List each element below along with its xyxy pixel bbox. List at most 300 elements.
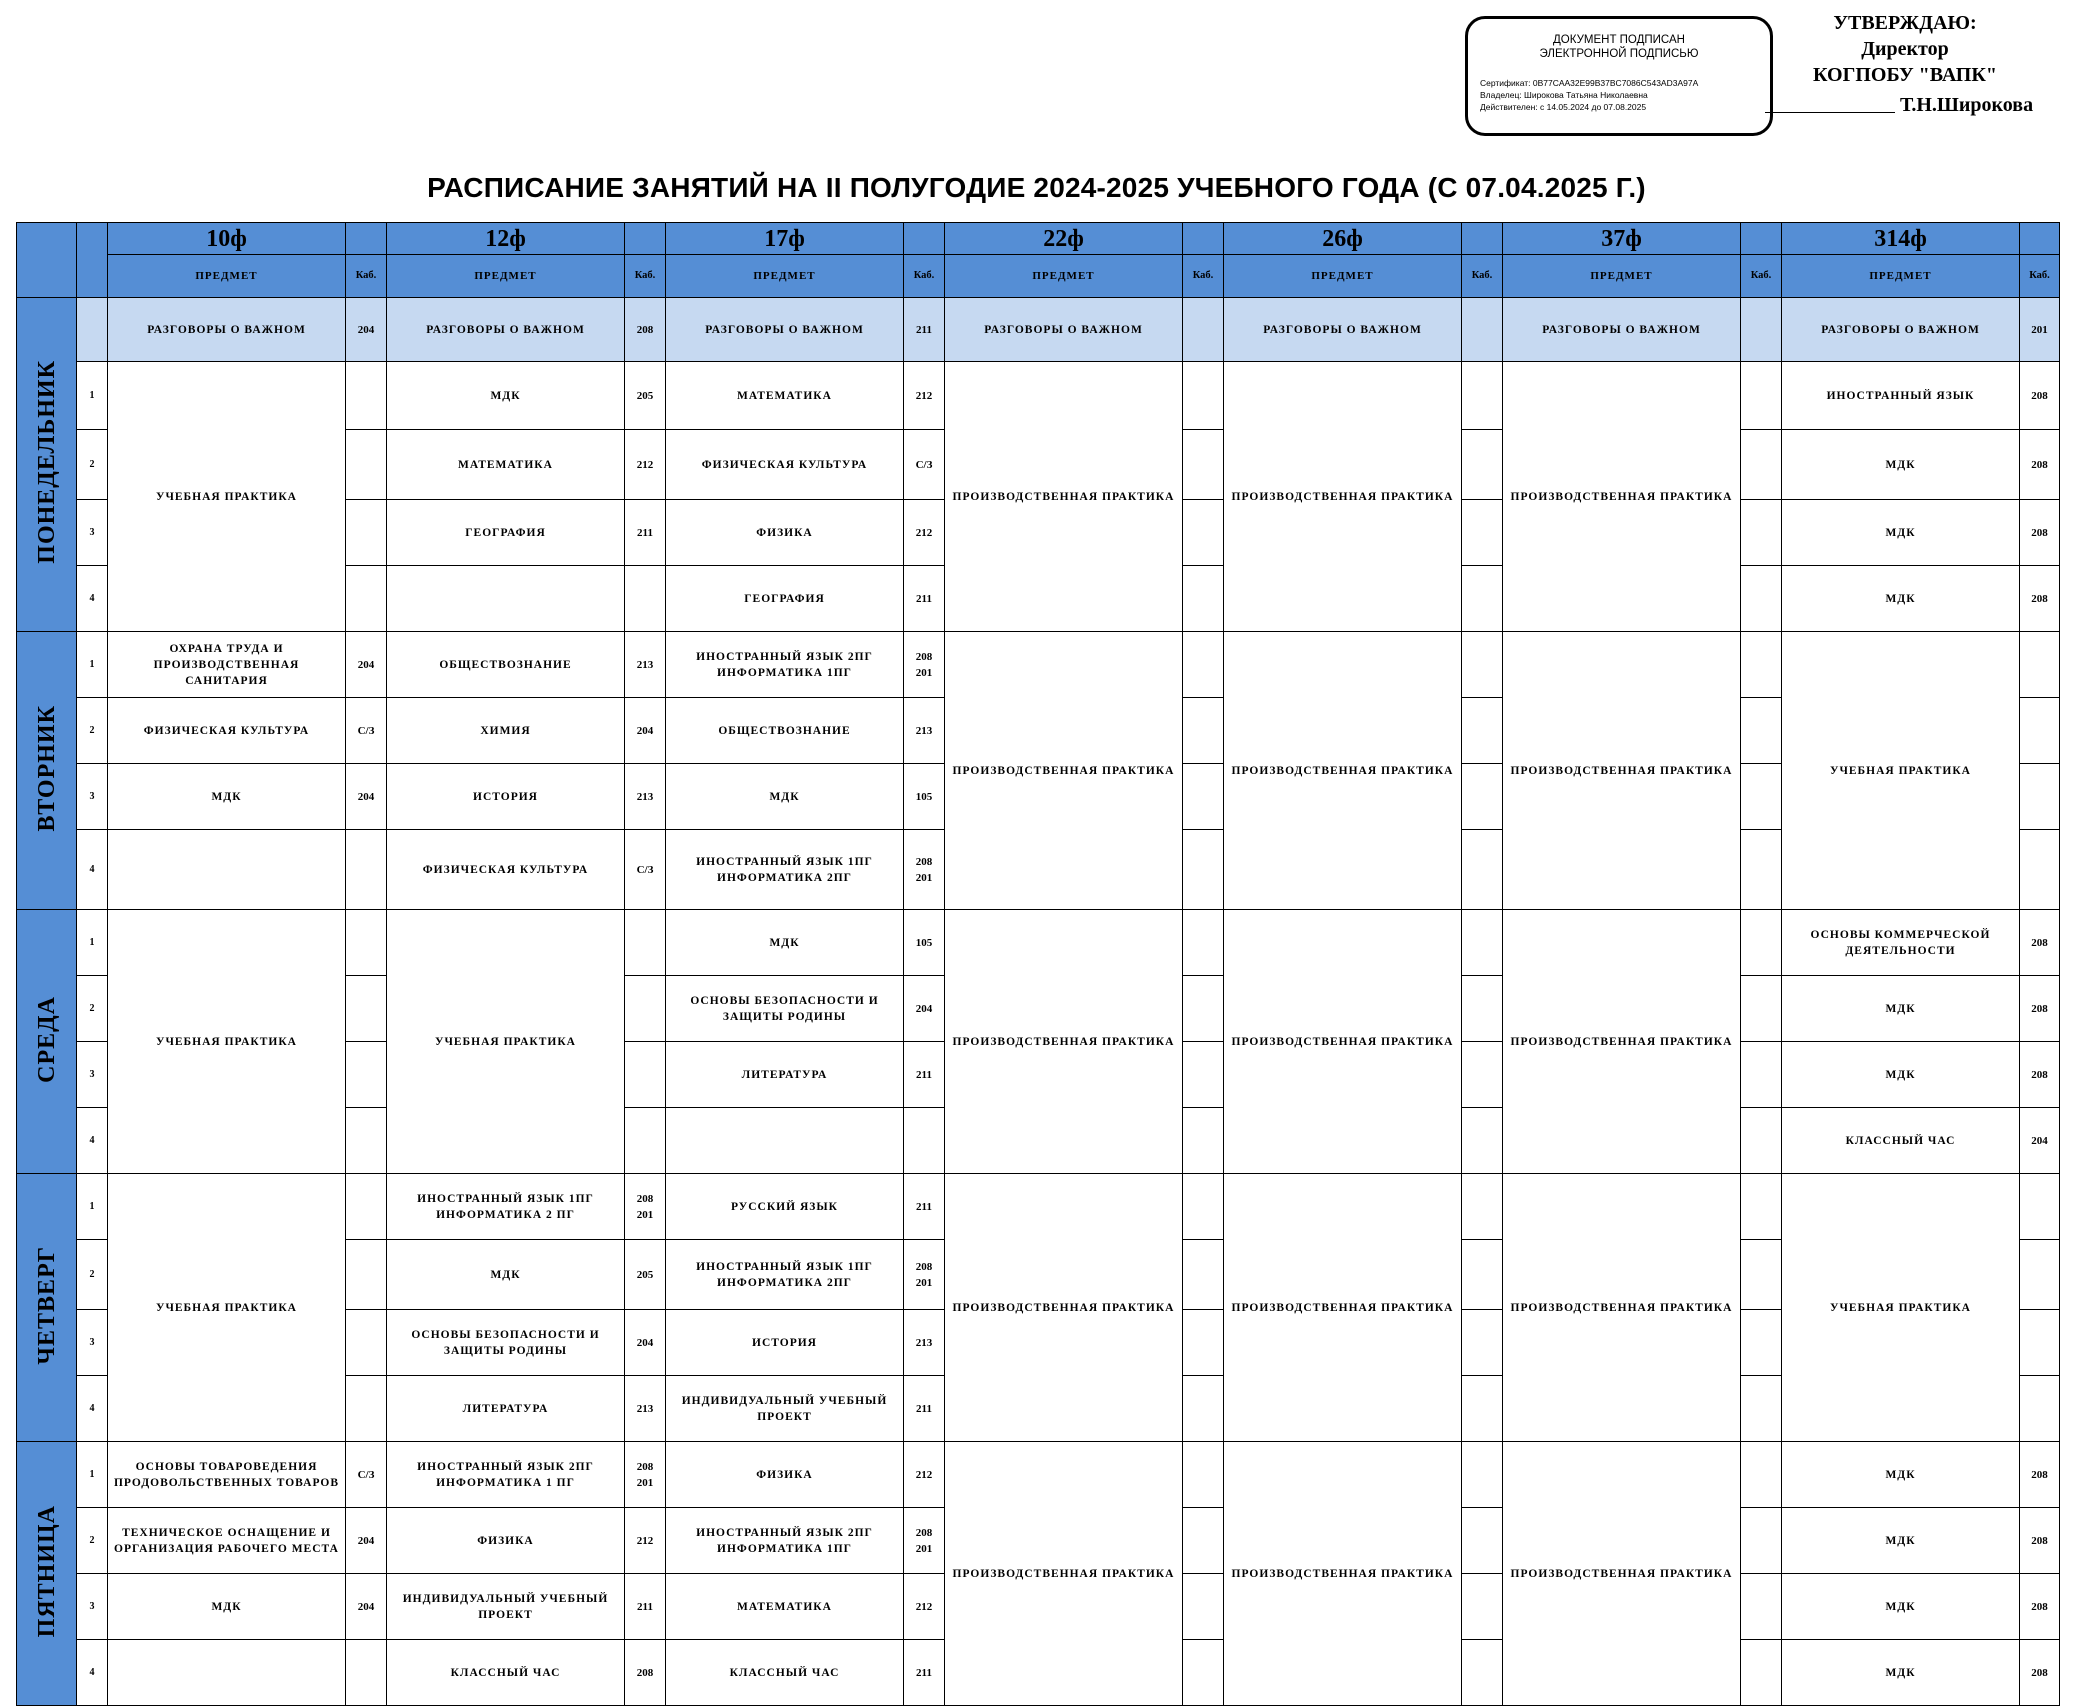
- room-cell: [1183, 1376, 1224, 1442]
- lesson-number: [77, 298, 108, 362]
- subject-cell: МДК: [1782, 500, 2020, 566]
- subject-cell: МАТЕМАТИКА: [387, 430, 625, 500]
- production-practice-cell: ПРОИЗВОДСТВЕННАЯ ПРАКТИКА: [1224, 632, 1462, 910]
- room-cell: 211: [625, 500, 666, 566]
- subject-cell: ОБЩЕСТВОЗНАНИЕ: [387, 632, 625, 698]
- talks-subject: РАЗГОВОРЫ О ВАЖНОМ: [1224, 298, 1462, 362]
- room-cell: 212: [904, 362, 945, 430]
- subject-header: ПРЕДМЕТ: [387, 255, 625, 298]
- room-cell: 204: [2020, 1108, 2060, 1174]
- subject-cell: ИСТОРИЯ: [666, 1310, 904, 1376]
- production-practice-cell: ПРОИЗВОДСТВЕННАЯ ПРАКТИКА: [1503, 1174, 1741, 1442]
- subject-cell: ФИЗИКА: [666, 500, 904, 566]
- group-header-5: 37ф: [1503, 223, 1741, 255]
- room-cell: С/З: [346, 1442, 387, 1508]
- lesson-number: 3: [77, 500, 108, 566]
- subject-cell: МДК: [1782, 430, 2020, 500]
- lesson-number: 2: [77, 1508, 108, 1574]
- approval-line2: Директор: [1861, 38, 1949, 60]
- room-cell: [346, 430, 387, 500]
- room-cell: 208 201: [904, 1240, 945, 1310]
- room-cell: [1183, 1174, 1224, 1240]
- production-practice-cell: ПРОИЗВОДСТВЕННАЯ ПРАКТИКА: [945, 1442, 1183, 1706]
- production-practice-cell: ПРОИЗВОДСТВЕННАЯ ПРАКТИКА: [945, 362, 1183, 632]
- group-header-room-5: [1741, 223, 1782, 255]
- study-practice-cell: УЧЕБНАЯ ПРАКТИКА: [108, 362, 346, 632]
- room-cell: [346, 1310, 387, 1376]
- subject-cell: ИНОСТРАННЫЙ ЯЗЫК 2ПГ ИНФОРМАТИКА 1ПГ: [666, 1508, 904, 1574]
- room-cell: 204: [904, 976, 945, 1042]
- room-cell: [346, 362, 387, 430]
- room-cell: 204: [346, 1508, 387, 1574]
- room-cell: [1183, 1108, 1224, 1174]
- room-cell: 212: [904, 1442, 945, 1508]
- room-cell: [1183, 1240, 1224, 1310]
- room-cell: [1462, 1108, 1503, 1174]
- room-cell: [1462, 500, 1503, 566]
- room-cell: [1183, 976, 1224, 1042]
- room-cell: [1741, 566, 1782, 632]
- subject-cell: ТЕХНИЧЕСКОЕ ОСНАЩЕНИЕ И ОРГАНИЗАЦИЯ РАБОЧЕГО МЕСТА: [108, 1508, 346, 1574]
- room-cell: 208: [2020, 1042, 2060, 1108]
- room-cell: [346, 566, 387, 632]
- subject-cell: МАТЕМАТИКА: [666, 362, 904, 430]
- lesson-number: 3: [77, 1042, 108, 1108]
- room-cell: 211: [904, 566, 945, 632]
- group-header-room-2: [904, 223, 945, 255]
- subject-cell: МДК: [108, 764, 346, 830]
- room-cell: [2020, 1240, 2060, 1310]
- room-cell: 212: [904, 500, 945, 566]
- room-cell: [1462, 830, 1503, 910]
- subject-cell: ОСНОВЫ КОММЕРЧЕСКОЙ ДЕЯТЕЛЬНОСТИ: [1782, 910, 2020, 976]
- room-cell: [625, 1042, 666, 1108]
- room-cell: [1462, 1042, 1503, 1108]
- room-cell: [1462, 1376, 1503, 1442]
- room-cell: [625, 566, 666, 632]
- day-name: ПЯТНИЦА: [33, 1504, 60, 1638]
- subject-cell: ОСНОВЫ БЕЗОПАСНОСТИ И ЗАЩИТЫ РОДИНЫ: [666, 976, 904, 1042]
- subject-cell: ГЕОГРАФИЯ: [666, 566, 904, 632]
- room-cell: [1462, 632, 1503, 698]
- subject-cell: [387, 566, 625, 632]
- room-cell: 211: [904, 1376, 945, 1442]
- group-header-room-4: [1462, 223, 1503, 255]
- production-practice-cell: ПРОИЗВОДСТВЕННАЯ ПРАКТИКА: [1224, 1442, 1462, 1706]
- room-cell: [1462, 1442, 1503, 1508]
- group-header-6: 314ф: [1782, 223, 2020, 255]
- room-cell: [1183, 430, 1224, 500]
- subject-cell: ИНОСТРАННЫЙ ЯЗЫК 1ПГ ИНФОРМАТИКА 2ПГ: [666, 1240, 904, 1310]
- room-cell: [1741, 1376, 1782, 1442]
- room-cell: 211: [904, 1042, 945, 1108]
- subject-header: ПРЕДМЕТ: [1224, 255, 1462, 298]
- room-cell: [1183, 830, 1224, 910]
- room-cell: [1462, 698, 1503, 764]
- room-cell: 212: [904, 1574, 945, 1640]
- room-cell: 204: [625, 1310, 666, 1376]
- lesson-number: 3: [77, 764, 108, 830]
- production-practice-cell: ПРОИЗВОДСТВЕННАЯ ПРАКТИКА: [945, 1174, 1183, 1442]
- room-cell: [1462, 430, 1503, 500]
- subject-cell: МДК: [666, 764, 904, 830]
- room-cell: 208: [2020, 500, 2060, 566]
- lesson-number: 2: [77, 976, 108, 1042]
- page-title: РАСПИСАНИЕ ЗАНЯТИЙ НА II ПОЛУГОДИЕ 2024-2025 УЧЕБНОГО ГОДА (С 07.04.2025 Г.): [427, 172, 1646, 203]
- header-day-corner: [17, 223, 77, 298]
- lesson-row: [17, 1442, 2060, 1508]
- subject-cell: ОХРАНА ТРУДА И ПРОИЗВОДСТВЕННАЯ САНИТАРИЯ: [108, 632, 346, 698]
- talks-room: [1741, 298, 1782, 362]
- room-cell: 213: [904, 1310, 945, 1376]
- lesson-number: 1: [77, 910, 108, 976]
- room-header: Каб.: [904, 255, 945, 298]
- subject-cell: ИСТОРИЯ: [387, 764, 625, 830]
- room-cell: 105: [904, 764, 945, 830]
- room-cell: [1741, 500, 1782, 566]
- room-cell: 211: [904, 1640, 945, 1706]
- room-cell: [346, 1042, 387, 1108]
- subject-header: ПРЕДМЕТ: [666, 255, 904, 298]
- signature-line: [1765, 112, 1895, 113]
- room-cell: 208: [2020, 1640, 2060, 1706]
- room-cell: [1462, 1640, 1503, 1706]
- subject-cell: МДК: [1782, 1640, 2020, 1706]
- lesson-number: 2: [77, 1240, 108, 1310]
- production-practice-cell: ПРОИЗВОДСТВЕННАЯ ПРАКТИКА: [1224, 362, 1462, 632]
- room-header: Каб.: [1183, 255, 1224, 298]
- subject-cell: [108, 1640, 346, 1706]
- room-cell: 105: [904, 910, 945, 976]
- stamp-valid: Действителен: с 14.05.2024 до 07.08.2025: [1480, 102, 1647, 112]
- room-cell: С/З: [904, 430, 945, 500]
- day-label-cell: [17, 1442, 77, 1706]
- subject-cell: МАТЕМАТИКА: [666, 1574, 904, 1640]
- room-cell: [346, 1174, 387, 1240]
- day-label-cell: [17, 910, 77, 1174]
- room-cell: [1183, 910, 1224, 976]
- lesson-number: 4: [77, 1640, 108, 1706]
- group-header-room-3: [1183, 223, 1224, 255]
- talks-room: 201: [2020, 298, 2060, 362]
- room-cell: [1183, 362, 1224, 430]
- room-cell: [1462, 764, 1503, 830]
- room-cell: [1741, 1240, 1782, 1310]
- room-cell: 208 201: [625, 1174, 666, 1240]
- room-cell: 208: [2020, 910, 2060, 976]
- room-cell: [1741, 1042, 1782, 1108]
- room-cell: [1183, 566, 1224, 632]
- room-cell: [1183, 698, 1224, 764]
- subject-cell: МДК: [387, 1240, 625, 1310]
- lesson-number: 1: [77, 362, 108, 430]
- day-label-cell: [17, 632, 77, 910]
- room-cell: [1462, 1174, 1503, 1240]
- room-cell: [1741, 1108, 1782, 1174]
- lesson-number: 4: [77, 830, 108, 910]
- day-label-cell: [17, 1174, 77, 1442]
- group-header-0: 10ф: [108, 223, 346, 255]
- stamp-owner: Владелец: Широкова Татьяна Николаевна: [1480, 90, 1648, 100]
- room-cell: [1183, 1442, 1224, 1508]
- room-cell: [1462, 1508, 1503, 1574]
- room-cell: [1462, 1574, 1503, 1640]
- study-practice-cell: УЧЕБНАЯ ПРАКТИКА: [1782, 1174, 2020, 1442]
- room-cell: [625, 910, 666, 976]
- room-cell: [2020, 1174, 2060, 1240]
- production-practice-cell: ПРОИЗВОДСТВЕННАЯ ПРАКТИКА: [1503, 1442, 1741, 1706]
- group-header-room-0: [346, 223, 387, 255]
- room-cell: [346, 1640, 387, 1706]
- room-cell: [1183, 1508, 1224, 1574]
- room-cell: [1183, 500, 1224, 566]
- talks-room: [1462, 298, 1503, 362]
- study-practice-cell: УЧЕБНАЯ ПРАКТИКА: [108, 1174, 346, 1442]
- talks-subject: РАЗГОВОРЫ О ВАЖНОМ: [387, 298, 625, 362]
- day-name: ЧЕТВЕРГ: [33, 1245, 60, 1365]
- room-cell: [1741, 430, 1782, 500]
- talks-subject: РАЗГОВОРЫ О ВАЖНОМ: [108, 298, 346, 362]
- lesson-number: 4: [77, 566, 108, 632]
- group-header-room-1: [625, 223, 666, 255]
- lesson-row: [17, 632, 2060, 698]
- subject-cell: ОБЩЕСТВОЗНАНИЕ: [666, 698, 904, 764]
- talks-subject: РАЗГОВОРЫ О ВАЖНОМ: [1782, 298, 2020, 362]
- subject-cell: МДК: [108, 1574, 346, 1640]
- lesson-number: 4: [77, 1376, 108, 1442]
- room-header: Каб.: [2020, 255, 2060, 298]
- day-name: ПОНЕДЕЛЬНИК: [33, 360, 60, 564]
- group-header-2: 17ф: [666, 223, 904, 255]
- approval-signature: Т.Н.Широкова: [1900, 94, 2034, 116]
- subject-cell: [108, 830, 346, 910]
- room-cell: [1462, 1310, 1503, 1376]
- room-cell: [346, 1376, 387, 1442]
- room-cell: 211: [904, 1174, 945, 1240]
- room-cell: 208: [625, 1640, 666, 1706]
- room-cell: [1741, 362, 1782, 430]
- room-cell: [1183, 1574, 1224, 1640]
- talks-room: [1183, 298, 1224, 362]
- lesson-number: 1: [77, 1442, 108, 1508]
- room-cell: [2020, 632, 2060, 698]
- subject-cell: ФИЗИЧЕСКАЯ КУЛЬТУРА: [108, 698, 346, 764]
- production-practice-cell: ПРОИЗВОДСТВЕННАЯ ПРАКТИКА: [1224, 910, 1462, 1174]
- subject-cell: ФИЗИЧЕСКАЯ КУЛЬТУРА: [666, 430, 904, 500]
- subject-cell: ФИЗИКА: [387, 1508, 625, 1574]
- group-header-3: 22ф: [945, 223, 1183, 255]
- room-cell: [1741, 1640, 1782, 1706]
- room-cell: С/З: [346, 698, 387, 764]
- room-cell: 208: [2020, 1508, 2060, 1574]
- subject-cell: ЛИТЕРАТУРА: [666, 1042, 904, 1108]
- talks-subject: РАЗГОВОРЫ О ВАЖНОМ: [945, 298, 1183, 362]
- subject-cell: МДК: [1782, 1508, 2020, 1574]
- subject-cell: ИНДИВИДУАЛЬНЫЙ УЧЕБНЫЙ ПРОЕКТ: [666, 1376, 904, 1442]
- room-cell: [904, 1108, 945, 1174]
- room-cell: [2020, 830, 2060, 910]
- group-header-room-6: [2020, 223, 2060, 255]
- study-practice-cell: УЧЕБНАЯ ПРАКТИКА: [387, 910, 625, 1174]
- production-practice-cell: ПРОИЗВОДСТВЕННАЯ ПРАКТИКА: [1503, 632, 1741, 910]
- room-cell: 208 201: [904, 830, 945, 910]
- room-cell: [346, 1108, 387, 1174]
- room-cell: [1183, 1042, 1224, 1108]
- subject-header: ПРЕДМЕТ: [1782, 255, 2020, 298]
- day-name: СРЕДА: [33, 995, 60, 1083]
- subject-cell: МДК: [387, 362, 625, 430]
- subject-header: ПРЕДМЕТ: [108, 255, 346, 298]
- stamp-certificate: Сертификат: 0B77CAA32E99B37BC7086C543AD3A97A: [1480, 78, 1699, 88]
- talks-room: 208: [625, 298, 666, 362]
- room-cell: [1741, 698, 1782, 764]
- room-cell: 208: [2020, 1442, 2060, 1508]
- subject-cell: ОСНОВЫ ТОВАРОВЕДЕНИЯ ПРОДОВОЛЬСТВЕННЫХ ТОВАРОВ: [108, 1442, 346, 1508]
- day-label-cell: [17, 298, 77, 632]
- talks-room: 204: [346, 298, 387, 362]
- subject-header: ПРЕДМЕТ: [1503, 255, 1741, 298]
- room-cell: [346, 1240, 387, 1310]
- room-cell: 208: [2020, 566, 2060, 632]
- subject-cell: МДК: [1782, 976, 2020, 1042]
- lesson-number: 3: [77, 1574, 108, 1640]
- room-cell: 212: [625, 430, 666, 500]
- production-practice-cell: ПРОИЗВОДСТВЕННАЯ ПРАКТИКА: [1503, 910, 1741, 1174]
- header-groups-row: [17, 223, 2060, 255]
- room-cell: [1462, 566, 1503, 632]
- subject-cell: РУССКИЙ ЯЗЫК: [666, 1174, 904, 1240]
- group-header-4: 26ф: [1224, 223, 1462, 255]
- lesson-number: 3: [77, 1310, 108, 1376]
- header-num-corner: [77, 223, 108, 298]
- room-header: Каб.: [346, 255, 387, 298]
- room-cell: [1741, 1574, 1782, 1640]
- production-practice-cell: ПРОИЗВОДСТВЕННАЯ ПРАКТИКА: [945, 910, 1183, 1174]
- schedule-table: [16, 222, 2060, 1706]
- room-cell: [1741, 1508, 1782, 1574]
- subject-cell: ФИЗИКА: [666, 1442, 904, 1508]
- room-cell: [346, 910, 387, 976]
- room-cell: 204: [625, 698, 666, 764]
- subject-cell: ХИМИЯ: [387, 698, 625, 764]
- room-cell: 205: [625, 1240, 666, 1310]
- room-header: Каб.: [1462, 255, 1503, 298]
- lesson-number: 1: [77, 1174, 108, 1240]
- lesson-row: [17, 298, 2060, 362]
- room-cell: [2020, 1376, 2060, 1442]
- lesson-number: 2: [77, 430, 108, 500]
- study-practice-cell: УЧЕБНАЯ ПРАКТИКА: [1782, 632, 2020, 910]
- room-cell: 208 201: [625, 1442, 666, 1508]
- approval-line3: КОГПОБУ "ВАПК": [1813, 64, 1997, 86]
- lesson-number: 4: [77, 1108, 108, 1174]
- room-cell: [1741, 1310, 1782, 1376]
- room-cell: [1741, 976, 1782, 1042]
- subject-cell: ИНОСТРАННЫЙ ЯЗЫК 2ПГ ИНФОРМАТИКА 1ПГ: [666, 632, 904, 698]
- room-cell: С/З: [625, 830, 666, 910]
- study-practice-cell: УЧЕБНАЯ ПРАКТИКА: [108, 910, 346, 1174]
- room-cell: [2020, 698, 2060, 764]
- room-cell: 204: [346, 764, 387, 830]
- room-cell: 213: [625, 764, 666, 830]
- header-columns-row: [17, 255, 2060, 298]
- approval-line1: УТВЕРЖДАЮ:: [1833, 12, 1977, 34]
- subject-cell: МДК: [1782, 1442, 2020, 1508]
- room-cell: [1741, 764, 1782, 830]
- talks-room: 211: [904, 298, 945, 362]
- subject-cell: ИНОСТРАННЫЙ ЯЗЫК 1ПГ ИНФОРМАТИКА 2 ПГ: [387, 1174, 625, 1240]
- room-cell: 213: [625, 1376, 666, 1442]
- lesson-number: 1: [77, 632, 108, 698]
- room-cell: [1183, 1640, 1224, 1706]
- room-cell: [1741, 830, 1782, 910]
- approval-block: [1790, 10, 2034, 116]
- subject-cell: МДК: [1782, 1042, 2020, 1108]
- subject-cell: ОСНОВЫ БЕЗОПАСНОСТИ И ЗАЩИТЫ РОДИНЫ: [387, 1310, 625, 1376]
- room-cell: 204: [346, 1574, 387, 1640]
- room-cell: [1462, 1240, 1503, 1310]
- room-cell: [1462, 976, 1503, 1042]
- room-cell: [1183, 764, 1224, 830]
- subject-cell: КЛАССНЫЙ ЧАС: [387, 1640, 625, 1706]
- subject-cell: КЛАССНЫЙ ЧАС: [666, 1640, 904, 1706]
- electronic-signature-stamp: [1465, 16, 1773, 136]
- room-cell: [1741, 1174, 1782, 1240]
- lesson-number: 2: [77, 698, 108, 764]
- room-cell: [1183, 1310, 1224, 1376]
- lesson-row: [17, 362, 2060, 430]
- talks-subject: РАЗГОВОРЫ О ВАЖНОМ: [1503, 298, 1741, 362]
- room-cell: [346, 976, 387, 1042]
- stamp-details: [1480, 77, 1770, 113]
- talks-subject: РАЗГОВОРЫ О ВАЖНОМ: [666, 298, 904, 362]
- subject-cell: ИНОСТРАННЫЙ ЯЗЫК 2ПГ ИНФОРМАТИКА 1 ПГ: [387, 1442, 625, 1508]
- subject-cell: МДК: [1782, 566, 2020, 632]
- subject-cell: ФИЗИЧЕСКАЯ КУЛЬТУРА: [387, 830, 625, 910]
- production-practice-cell: ПРОИЗВОДСТВЕННАЯ ПРАКТИКА: [1503, 362, 1741, 632]
- room-cell: 205: [625, 362, 666, 430]
- room-cell: 208: [2020, 430, 2060, 500]
- room-cell: [346, 830, 387, 910]
- subject-cell: ЛИТЕРАТУРА: [387, 1376, 625, 1442]
- room-cell: [2020, 764, 2060, 830]
- subject-cell: КЛАССНЫЙ ЧАС: [1782, 1108, 2020, 1174]
- subject-cell: ИНДИВИДУАЛЬНЫЙ УЧЕБНЫЙ ПРОЕКТ: [387, 1574, 625, 1640]
- subject-cell: МДК: [1782, 1574, 2020, 1640]
- room-cell: 212: [625, 1508, 666, 1574]
- room-cell: 213: [625, 632, 666, 698]
- subject-header: ПРЕДМЕТ: [945, 255, 1183, 298]
- room-cell: [346, 500, 387, 566]
- room-cell: [2020, 1310, 2060, 1376]
- subject-cell: ИНОСТРАННЫЙ ЯЗЫК 1ПГ ИНФОРМАТИКА 2ПГ: [666, 830, 904, 910]
- room-cell: [1183, 632, 1224, 698]
- group-header-1: 12ф: [387, 223, 625, 255]
- room-cell: 208: [2020, 976, 2060, 1042]
- room-header: Каб.: [625, 255, 666, 298]
- production-practice-cell: ПРОИЗВОДСТВЕННАЯ ПРАКТИКА: [1224, 1174, 1462, 1442]
- stamp-title: ДОКУМЕНТ ПОДПИСАН ЭЛЕКТРОННОЙ ПОДПИСЬЮ: [1539, 34, 1699, 60]
- room-cell: [1741, 910, 1782, 976]
- room-cell: 208: [2020, 1574, 2060, 1640]
- room-header: Каб.: [1741, 255, 1782, 298]
- subject-cell: ИНОСТРАННЫЙ ЯЗЫК: [1782, 362, 2020, 430]
- lesson-row: [17, 1174, 2060, 1240]
- room-cell: [1741, 632, 1782, 698]
- subject-cell: [666, 1108, 904, 1174]
- room-cell: 211: [625, 1574, 666, 1640]
- room-cell: 208 201: [904, 632, 945, 698]
